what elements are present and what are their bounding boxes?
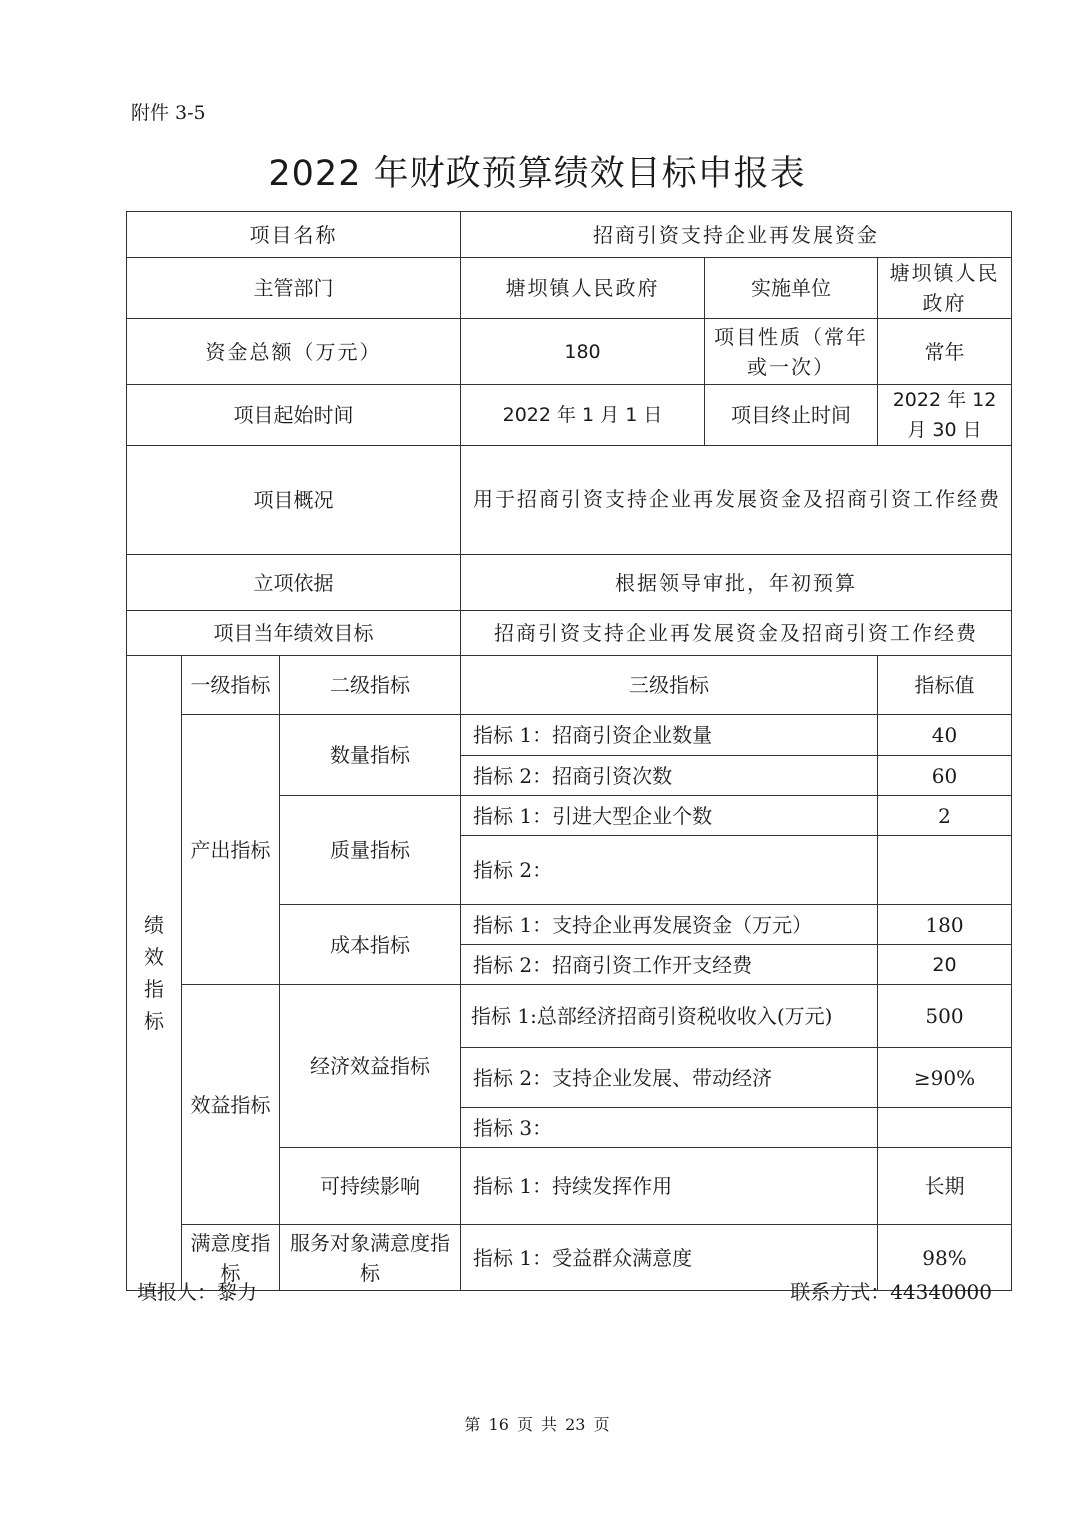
table-row <box>127 985 1012 1048</box>
indicator-name: 指标 1：持续发挥作用 <box>461 1148 878 1225</box>
col-level3: 三级指标 <box>461 656 878 715</box>
indicator-value: 60 <box>878 756 1012 796</box>
indicator-name: 指标 2： <box>461 836 878 905</box>
department-row <box>127 258 1012 319</box>
goal-value: 招商引资支持企业再发展资金及招商引资工作经费 <box>461 611 1012 656</box>
overview-value: 用于招商引资支持企业再发展资金及招商引资工作经费 <box>461 446 1012 555</box>
basis-label: 立项依据 <box>127 555 461 611</box>
nature-label: 项目性质（常年或一次） <box>705 319 878 385</box>
indicator-value <box>878 1108 1012 1148</box>
end-label: 项目终止时间 <box>705 385 878 446</box>
col-value: 指标值 <box>878 656 1012 715</box>
goal-label: 项目当年绩效目标 <box>127 611 461 656</box>
indicator-value: 40 <box>878 715 1012 756</box>
dept-label: 主管部门 <box>127 258 461 319</box>
unit-label: 实施单位 <box>705 258 878 319</box>
benefit-indicator-label: 效益指标 <box>182 985 280 1225</box>
start-value: 2022 年 1 月 1 日 <box>461 385 705 446</box>
service-satisfaction-label: 服务对象满意度指标 <box>280 1225 461 1291</box>
indicator-name: 指标 1：支持企业再发展资金（万元） <box>461 905 878 945</box>
nature-value: 常年 <box>878 319 1012 385</box>
overview-label: 项目概况 <box>127 446 461 555</box>
indicator-name: 指标 1：招商引资企业数量 <box>461 715 878 756</box>
overview-row <box>127 446 1012 555</box>
project-name-row <box>127 212 1012 258</box>
cost-indicator-label: 成本指标 <box>280 905 461 985</box>
goal-row <box>127 611 1012 656</box>
page-title: 2022 年财政预算绩效目标申报表 <box>268 154 806 194</box>
indicator-header-row <box>127 656 1012 715</box>
end-value: 2022 年 12 月 30 日 <box>878 385 1012 446</box>
quantity-indicator-label: 数量指标 <box>280 715 461 796</box>
start-label: 项目起始时间 <box>127 385 461 446</box>
indicator-name: 指标 3： <box>461 1108 878 1148</box>
performance-indicators-label: 绩效指标 <box>127 656 182 1291</box>
dept-value: 塘坝镇人民政府 <box>461 258 705 319</box>
amount-row <box>127 319 1012 385</box>
page-number: 第 16 页 共 23 页 <box>464 1415 610 1434</box>
indicator-value: 2 <box>878 796 1012 836</box>
indicator-value: 20 <box>878 945 1012 985</box>
amount-label: 资金总额（万元） <box>127 319 461 385</box>
basis-row <box>127 555 1012 611</box>
indicator-value: 500 <box>878 985 1012 1048</box>
indicator-name: 指标 1:总部经济招商引资税收收入(万元) <box>461 985 878 1048</box>
satisfaction-indicator-label: 满意度指标 <box>182 1225 280 1291</box>
indicator-value: ≥90% <box>878 1048 1012 1108</box>
attachment-label: 附件 3-5 <box>131 102 206 124</box>
col-level2: 二级指标 <box>280 656 461 715</box>
indicator-name: 指标 1：受益群众满意度 <box>461 1225 878 1291</box>
indicator-name: 指标 2：招商引资工作开支经费 <box>461 945 878 985</box>
indicator-name: 指标 1：引进大型企业个数 <box>461 796 878 836</box>
col-level1: 一级指标 <box>182 656 280 715</box>
contact-label: 联系方式：44340000 <box>790 1280 992 1304</box>
reporter-label: 填报人：黎力 <box>137 1280 257 1304</box>
indicator-name: 指标 2：招商引资次数 <box>461 756 878 796</box>
output-indicator-label: 产出指标 <box>182 715 280 985</box>
indicator-value: 长期 <box>878 1148 1012 1225</box>
indicator-value: 98% <box>878 1225 1012 1291</box>
project-name-label: 项目名称 <box>127 212 461 258</box>
table-row <box>127 715 1012 756</box>
indicator-value <box>878 836 1012 905</box>
basis-value: 根据领导审批，年初预算 <box>461 555 1012 611</box>
budget-performance-table <box>126 211 1012 1291</box>
sustain-indicator-label: 可持续影响 <box>280 1148 461 1225</box>
project-name-value: 招商引资支持企业再发展资金 <box>461 212 1012 258</box>
indicator-value: 180 <box>878 905 1012 945</box>
quality-indicator-label: 质量指标 <box>280 796 461 905</box>
unit-value: 塘坝镇人民政府 <box>878 258 1012 319</box>
economic-indicator-label: 经济效益指标 <box>280 985 461 1148</box>
period-row <box>127 385 1012 446</box>
indicator-name: 指标 2：支持企业发展、带动经济 <box>461 1048 878 1108</box>
amount-value: 180 <box>461 319 705 385</box>
